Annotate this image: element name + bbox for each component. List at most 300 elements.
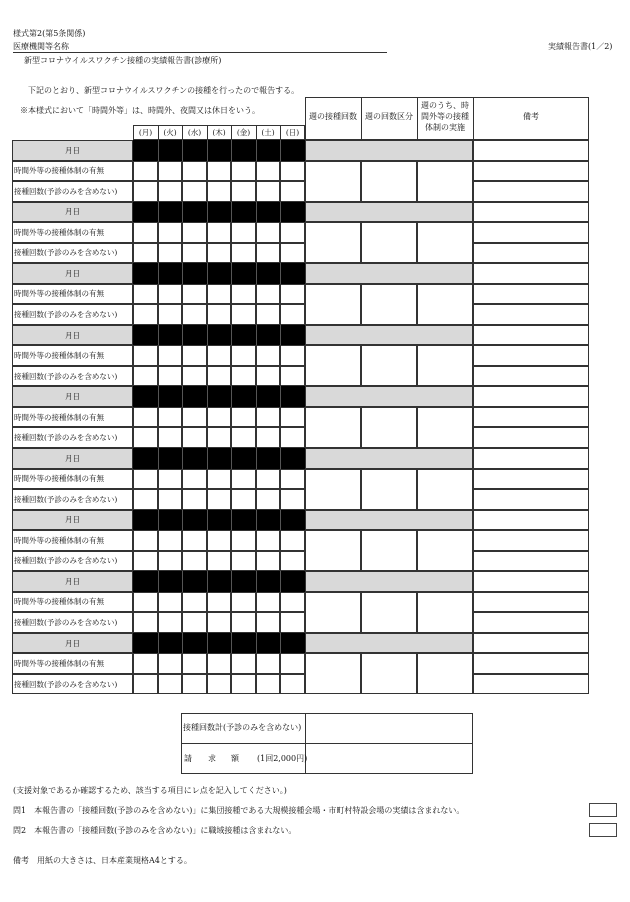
offhours-cell	[417, 345, 473, 386]
count-day-cell	[231, 181, 256, 202]
offhours-day-cell	[182, 407, 207, 428]
claim-char-2: 求	[208, 754, 216, 763]
count-day-cell	[133, 427, 158, 448]
claim-char-3: 額	[231, 754, 239, 763]
offhours-day-cell	[158, 530, 182, 551]
day-divider-black	[280, 325, 281, 346]
date-row-gray-area	[305, 571, 473, 592]
day-divider-black	[231, 386, 232, 407]
weekday-4: (金)	[236, 128, 251, 137]
remarks-cell	[473, 202, 589, 223]
count-day-cell	[182, 181, 207, 202]
header-offhours-line1: 週のうち、時	[421, 101, 469, 110]
day-divider-black	[182, 140, 183, 161]
count-row-label: 接種回数(予診のみを含めない)	[14, 556, 118, 566]
date-row-label: 月日	[65, 392, 80, 402]
offhours-day-cell	[231, 653, 256, 674]
offhours-day-cell	[231, 469, 256, 490]
count-class-cell	[361, 161, 417, 202]
count-day-cell	[280, 551, 305, 572]
intro-text: 下記のとおり、新型コロナウイルスワクチンの接種を行ったので報告する。	[28, 86, 300, 95]
date-row-gray-area	[305, 140, 473, 161]
date-row-label: 月日	[65, 207, 80, 217]
offhours-day-cell	[231, 161, 256, 182]
count-day-cell	[182, 427, 207, 448]
count-day-cell	[256, 366, 280, 387]
count-class-cell	[361, 284, 417, 325]
offhours-day-cell	[256, 530, 280, 551]
weekday-5: (土)	[261, 128, 275, 137]
offhours-day-cell	[231, 530, 256, 551]
count-day-cell	[133, 489, 158, 510]
question-2: 問2 本報告書の「接種回数(予診のみを含めない)」に職域接種は含まれない。	[13, 826, 297, 835]
day-divider-black	[182, 386, 183, 407]
day-divider-black	[158, 633, 159, 654]
offhours-day-cell	[182, 592, 207, 613]
offhours-day-cell	[158, 161, 182, 182]
count-class-cell	[361, 345, 417, 386]
offhours-day-cell	[280, 222, 305, 243]
offhours-day-cell	[280, 407, 305, 428]
count-day-cell	[280, 243, 305, 264]
remarks-cell	[473, 345, 589, 366]
facility-name-label: 医療機関等名称	[13, 42, 69, 51]
date-row-label: 月日	[65, 330, 80, 340]
day-divider-black	[207, 140, 208, 161]
day-divider-black	[207, 263, 208, 284]
offhours-row-label: 時間外等の接種体制の有無	[14, 289, 104, 299]
offhours-day-cell	[182, 653, 207, 674]
remarks-cell	[473, 263, 589, 284]
weekly-count-cell	[305, 592, 361, 633]
count-class-cell	[361, 530, 417, 571]
remarks-cell	[473, 407, 589, 428]
day-divider-black	[256, 325, 257, 346]
count-day-cell	[133, 243, 158, 264]
document-title: 新型コロナウイルスワクチン接種の実績報告書(診療所)	[24, 56, 222, 65]
offhours-row-label: 時間外等の接種体制の有無	[14, 474, 104, 484]
count-day-cell	[158, 427, 182, 448]
offhours-day-cell	[280, 592, 305, 613]
count-row-label: 接種回数(予診のみを含めない)	[14, 494, 118, 504]
offhours-day-cell	[231, 592, 256, 613]
day-divider-black	[280, 140, 281, 161]
offhours-definition-note: ※本様式において「時間外等」は、時間外、夜間又は休日をいう。	[20, 106, 260, 115]
count-day-cell	[231, 551, 256, 572]
remarks-cell	[473, 510, 589, 531]
form-number: 様式第2(第5条関係)	[13, 29, 86, 38]
offhours-cell	[417, 653, 473, 694]
day-divider-black	[280, 510, 281, 531]
offhours-day-cell	[231, 345, 256, 366]
count-day-cell	[133, 181, 158, 202]
remarks-cell	[473, 592, 589, 613]
offhours-day-cell	[280, 345, 305, 366]
header-weekly-count: 週の接種回数	[309, 112, 357, 121]
count-day-cell	[158, 366, 182, 387]
check-instructions: (支援対象であるか確認するため、該当する項目にレ点を記入してください。)	[13, 786, 287, 795]
date-row-label: 月日	[65, 515, 80, 525]
weekday-0: (月)	[138, 128, 153, 137]
day-divider-black	[256, 510, 257, 531]
offhours-day-cell	[231, 284, 256, 305]
offhours-day-cell	[133, 345, 158, 366]
header-offhours-line3: 体制の実施	[425, 123, 465, 132]
remarks-cell	[473, 448, 589, 469]
footnote: 備考 用紙の大きさは、日本産業規格A4とする。	[13, 856, 192, 865]
offhours-day-cell	[207, 345, 231, 366]
count-day-cell	[207, 551, 231, 572]
count-day-cell	[256, 489, 280, 510]
count-day-cell	[182, 304, 207, 325]
date-row-gray-area	[305, 448, 473, 469]
day-divider-black	[158, 448, 159, 469]
count-day-cell	[231, 243, 256, 264]
remarks-cell	[473, 571, 589, 592]
weekday-2: (水)	[187, 128, 202, 137]
count-class-cell	[361, 222, 417, 263]
offhours-day-cell	[182, 345, 207, 366]
offhours-day-cell	[207, 161, 231, 182]
count-day-cell	[207, 489, 231, 510]
day-divider-black	[182, 571, 183, 592]
count-day-cell	[207, 181, 231, 202]
day-divider-black	[231, 633, 232, 654]
count-day-cell	[182, 489, 207, 510]
day-divider-black	[158, 263, 159, 284]
day-divider-black	[158, 140, 159, 161]
offhours-day-cell	[133, 407, 158, 428]
remarks-cell	[473, 366, 589, 387]
count-day-cell	[280, 612, 305, 633]
day-divider-black	[182, 202, 183, 223]
offhours-day-cell	[256, 161, 280, 182]
remarks-cell	[473, 633, 589, 654]
count-class-cell	[361, 592, 417, 633]
offhours-cell	[417, 161, 473, 202]
remarks-cell	[473, 386, 589, 407]
offhours-cell	[417, 407, 473, 448]
day-divider-black	[280, 386, 281, 407]
count-day-cell	[231, 674, 256, 695]
date-row-gray-area	[305, 633, 473, 654]
remarks-cell	[473, 489, 589, 510]
count-day-cell	[207, 674, 231, 695]
day-divider-black	[207, 510, 208, 531]
weekday-1: (火)	[163, 128, 177, 137]
remarks-cell	[473, 612, 589, 633]
count-day-cell	[182, 243, 207, 264]
count-day-cell	[133, 674, 158, 695]
offhours-day-cell	[256, 653, 280, 674]
weekly-count-cell	[305, 222, 361, 263]
weekly-count-cell	[305, 345, 361, 386]
count-row-label: 接種回数(予診のみを含めない)	[14, 433, 118, 443]
header-offhours-line2: 間外等の接種	[421, 112, 469, 121]
weekly-count-cell	[305, 469, 361, 510]
offhours-day-cell	[207, 653, 231, 674]
day-divider-black	[182, 510, 183, 531]
offhours-day-cell	[158, 653, 182, 674]
day-divider-black	[182, 325, 183, 346]
day-divider-black	[231, 202, 232, 223]
date-row-label: 月日	[65, 576, 80, 586]
report-page-label: 実績報告書(1／2)	[548, 42, 613, 51]
offhours-day-cell	[182, 222, 207, 243]
remarks-cell	[473, 469, 589, 490]
offhours-day-cell	[207, 407, 231, 428]
remarks-cell	[473, 284, 589, 305]
offhours-day-cell	[280, 161, 305, 182]
offhours-day-cell	[158, 222, 182, 243]
offhours-day-cell	[207, 222, 231, 243]
day-divider-black	[256, 202, 257, 223]
count-day-cell	[158, 243, 182, 264]
count-day-cell	[231, 612, 256, 633]
count-day-cell	[207, 366, 231, 387]
day-divider-black	[280, 633, 281, 654]
remarks-cell	[473, 427, 589, 448]
summary-divider-h	[181, 743, 473, 744]
weekly-count-cell	[305, 653, 361, 694]
remarks-cell	[473, 222, 589, 243]
remarks-cell	[473, 653, 589, 674]
weekly-count-cell	[305, 161, 361, 202]
count-day-cell	[256, 181, 280, 202]
question-1: 問1 本報告書の「接種回数(予診のみを含めない)」に集団接種である大規模接種会場・市町村特設会場の実績は含まれない。	[13, 806, 465, 815]
date-row-gray-area	[305, 325, 473, 346]
day-divider-black	[182, 448, 183, 469]
count-day-cell	[158, 181, 182, 202]
day-divider-black	[207, 386, 208, 407]
weekly-count-cell	[305, 407, 361, 448]
count-day-cell	[256, 551, 280, 572]
day-divider-black	[256, 633, 257, 654]
offhours-row-label: 時間外等の接種体制の有無	[14, 351, 104, 361]
date-row-label: 月日	[65, 268, 80, 278]
count-day-cell	[207, 243, 231, 264]
count-class-cell	[361, 407, 417, 448]
count-row-label: 接種回数(予診のみを含めない)	[14, 679, 118, 689]
day-divider-black	[207, 325, 208, 346]
count-day-cell	[280, 366, 305, 387]
offhours-cell	[417, 284, 473, 325]
day-divider-black	[231, 571, 232, 592]
remarks-cell	[473, 243, 589, 264]
day-divider-black	[256, 386, 257, 407]
count-row-label: 接種回数(予診のみを含めない)	[14, 186, 118, 196]
offhours-day-cell	[182, 530, 207, 551]
day-divider-black	[280, 571, 281, 592]
offhours-day-cell	[231, 407, 256, 428]
day-divider-black	[256, 140, 257, 161]
offhours-row-label: 時間外等の接種体制の有無	[14, 535, 104, 545]
count-day-cell	[256, 427, 280, 448]
offhours-row-label: 時間外等の接種体制の有無	[14, 227, 104, 237]
day-divider-black	[207, 571, 208, 592]
day-divider-black	[256, 263, 257, 284]
count-day-cell	[256, 674, 280, 695]
day-divider-black	[182, 263, 183, 284]
offhours-day-cell	[133, 653, 158, 674]
count-day-cell	[158, 304, 182, 325]
count-day-cell	[231, 304, 256, 325]
count-day-cell	[182, 612, 207, 633]
count-class-cell	[361, 653, 417, 694]
count-day-cell	[158, 551, 182, 572]
count-day-cell	[231, 489, 256, 510]
count-row-label: 接種回数(予診のみを含めない)	[14, 248, 118, 258]
weekday-3: (木)	[212, 128, 226, 137]
offhours-day-cell	[158, 284, 182, 305]
day-divider-black	[158, 571, 159, 592]
count-day-cell	[280, 674, 305, 695]
count-day-cell	[256, 243, 280, 264]
count-row-label: 接種回数(予診のみを含めない)	[14, 371, 118, 381]
day-divider-black	[158, 510, 159, 531]
offhours-day-cell	[207, 592, 231, 613]
day-divider-black	[158, 202, 159, 223]
weekly-count-cell	[305, 284, 361, 325]
count-day-cell	[280, 427, 305, 448]
count-row-label: 接種回数(予診のみを含めない)	[14, 310, 118, 320]
count-day-cell	[158, 674, 182, 695]
claim-char-1: 請	[184, 754, 192, 763]
remarks-cell	[473, 181, 589, 202]
count-day-cell	[158, 612, 182, 633]
offhours-cell	[417, 469, 473, 510]
offhours-day-cell	[158, 345, 182, 366]
remarks-cell	[473, 140, 589, 161]
offhours-day-cell	[256, 222, 280, 243]
day-divider-black	[280, 202, 281, 223]
day-divider-black	[231, 448, 232, 469]
offhours-cell	[417, 530, 473, 571]
day-divider-black	[207, 202, 208, 223]
count-day-cell	[231, 427, 256, 448]
date-row-label: 月日	[65, 638, 80, 648]
remarks-cell	[473, 325, 589, 346]
remarks-cell	[473, 304, 589, 325]
date-row-label: 月日	[65, 145, 80, 155]
count-day-cell	[207, 612, 231, 633]
date-row-gray-area	[305, 263, 473, 284]
offhours-day-cell	[158, 407, 182, 428]
offhours-day-cell	[133, 592, 158, 613]
offhours-day-cell	[182, 469, 207, 490]
day-divider-black	[207, 633, 208, 654]
offhours-day-cell	[256, 345, 280, 366]
question-1-checkbox[interactable]	[589, 803, 617, 817]
count-day-cell	[133, 366, 158, 387]
count-day-cell	[182, 674, 207, 695]
facility-name-underline	[13, 52, 387, 53]
total-count-label: 接種回数計(予診のみを含めない)	[183, 723, 302, 732]
offhours-day-cell	[133, 469, 158, 490]
day-divider-black	[207, 448, 208, 469]
day-divider-black	[231, 325, 232, 346]
offhours-day-cell	[207, 284, 231, 305]
day-divider-black	[231, 263, 232, 284]
offhours-row-label: 時間外等の接種体制の有無	[14, 597, 104, 607]
header-count-class: 週の回数区分	[365, 112, 413, 121]
count-row-label: 接種回数(予診のみを含めない)	[14, 618, 118, 628]
date-row-gray-area	[305, 386, 473, 407]
day-divider-black	[256, 571, 257, 592]
header-remarks: 備考	[523, 112, 539, 121]
count-day-cell	[133, 551, 158, 572]
offhours-day-cell	[231, 222, 256, 243]
date-row-gray-area	[305, 202, 473, 223]
offhours-row-label: 時間外等の接種体制の有無	[14, 659, 104, 669]
count-day-cell	[133, 612, 158, 633]
count-day-cell	[280, 181, 305, 202]
offhours-row-label: 時間外等の接種体制の有無	[14, 412, 104, 422]
day-divider-black	[182, 633, 183, 654]
offhours-day-cell	[158, 469, 182, 490]
offhours-day-cell	[280, 653, 305, 674]
date-row-gray-area	[305, 510, 473, 531]
offhours-day-cell	[133, 161, 158, 182]
day-divider-black	[158, 325, 159, 346]
count-day-cell	[256, 304, 280, 325]
offhours-day-cell	[280, 284, 305, 305]
offhours-day-cell	[207, 469, 231, 490]
count-day-cell	[158, 489, 182, 510]
offhours-day-cell	[280, 530, 305, 551]
weekday-6: (日)	[285, 128, 300, 137]
claim-rate: (1回2,000円)	[257, 754, 308, 763]
count-day-cell	[231, 366, 256, 387]
offhours-day-cell	[256, 407, 280, 428]
offhours-cell	[417, 592, 473, 633]
offhours-day-cell	[182, 284, 207, 305]
count-class-cell	[361, 469, 417, 510]
day-divider-black	[231, 140, 232, 161]
count-day-cell	[207, 304, 231, 325]
date-row-label: 月日	[65, 453, 80, 463]
count-day-cell	[256, 612, 280, 633]
offhours-day-cell	[133, 284, 158, 305]
offhours-day-cell	[256, 592, 280, 613]
count-day-cell	[280, 489, 305, 510]
day-divider-black	[231, 510, 232, 531]
day-divider-black	[280, 263, 281, 284]
day-divider-black	[256, 448, 257, 469]
count-day-cell	[133, 304, 158, 325]
count-day-cell	[182, 551, 207, 572]
offhours-row-label: 時間外等の接種体制の有無	[14, 166, 104, 176]
offhours-day-cell	[182, 161, 207, 182]
offhours-day-cell	[133, 222, 158, 243]
offhours-cell	[417, 222, 473, 263]
count-day-cell	[182, 366, 207, 387]
question-2-checkbox[interactable]	[589, 823, 617, 837]
remarks-cell	[473, 551, 589, 572]
weekly-count-cell	[305, 530, 361, 571]
remarks-cell	[473, 530, 589, 551]
offhours-day-cell	[256, 469, 280, 490]
offhours-day-cell	[158, 592, 182, 613]
day-divider-black	[280, 448, 281, 469]
offhours-day-cell	[280, 469, 305, 490]
offhours-day-cell	[256, 284, 280, 305]
remarks-cell	[473, 161, 589, 182]
count-day-cell	[280, 304, 305, 325]
offhours-day-cell	[207, 530, 231, 551]
count-day-cell	[207, 427, 231, 448]
remarks-cell	[473, 674, 589, 695]
